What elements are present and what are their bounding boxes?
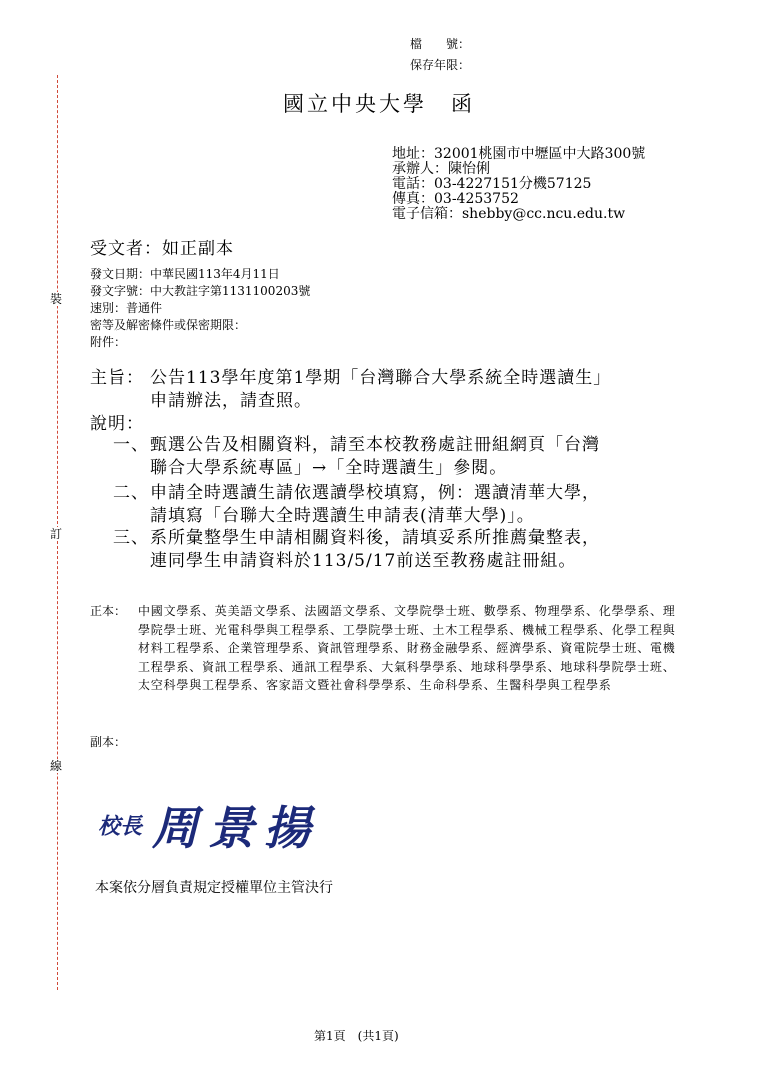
text-line: 甄選公告及相關資料，請至本校教務處註冊組網頁「台灣: [150, 435, 600, 455]
explanation-label: 說明：: [90, 414, 144, 434]
confidentiality: 密等及解密條件或保密期限：: [90, 318, 247, 332]
document-number: 發文字號：中大教註字第1131100203號: [90, 284, 311, 298]
subject: [150, 367, 611, 413]
fax: 傳真：03-4253752: [392, 191, 519, 207]
page-footer: 第1頁 (共1頁): [314, 1029, 399, 1043]
text-line: 連同學生申請資料於113/5/17前送至教務處註冊組。: [150, 551, 577, 571]
explanation-text: [150, 482, 600, 528]
file-number-label: 檔 號：: [410, 37, 471, 51]
original-recipients: [90, 602, 680, 695]
explanation-item: [113, 482, 149, 505]
subject-label: 主旨：: [90, 368, 144, 388]
explanation-item: [113, 527, 149, 550]
contact-block: [392, 147, 645, 222]
retention-label: 保存年限：: [410, 58, 471, 72]
signature-stamp: 校長 周景揚: [98, 801, 321, 855]
original-label: 正本：: [90, 604, 127, 618]
issue-date: 發文日期：中華民國113年4月11日: [90, 267, 280, 281]
text-line: 請填寫「台聯大全時選讀生申請表(清華大學)」。: [150, 506, 535, 526]
item-number: 一、: [113, 435, 149, 455]
speed: 速別：普通件: [90, 301, 163, 315]
copy-label: 副本：: [90, 735, 127, 749]
item-number: 二、: [113, 483, 149, 503]
binding-char: 訂: [50, 527, 63, 541]
attachment: 附件：: [90, 335, 127, 349]
delegation-note: 本案依分層負責規定授權單位主管決行: [95, 880, 333, 896]
explanation-item: [113, 434, 149, 457]
recipient: 受文者：如正副本: [90, 239, 234, 259]
email: 電子信箱：shebby@cc.ncu.edu.tw: [392, 206, 626, 222]
explanation-text: [150, 434, 600, 480]
binding-char: 線: [50, 759, 63, 773]
binding-char: 裝: [50, 292, 63, 306]
subject-line: 公告113學年度第1學期「台灣聯合大學系統全時選讀生」: [150, 368, 612, 388]
document-title: 國立中央大學 函: [283, 92, 475, 116]
original-list: 中國文學系、英美語文學系、法國語文學系、文學院學士班、數學系、物理學系、化學學系、理學院學士班、光電科學與工程學系、工學院學士班、土木工程學系、機械工程學系、化學工程與材料工程學系、企業管理學系、資訊管理學系、財務金融學系、經濟學系、資電院學士班、電機工程學系、資訊工程學系、通訊工程學系、大氣科學學系、地球科學學系、地球科學院學士班、太空科學與工程學系、客家語文暨社會科學學系、生命科學系、生醫科學與工程學系: [138, 604, 676, 693]
meta-block: [90, 266, 310, 351]
text-line: 申請全時選讀生請依選讀學校填寫，例：選讀清華大學，: [150, 483, 600, 503]
item-number: 三、: [113, 528, 149, 548]
subject-line: 申請辦法，請查照。: [150, 391, 312, 411]
phone: 電話：03-4227151分機57125: [392, 176, 592, 192]
text-line: 系所彙整學生申請相關資料後，請填妥系所推薦彙整表，: [150, 528, 600, 548]
explanation-text: [150, 527, 600, 573]
handler: 承辦人：陳怡俐: [392, 161, 490, 177]
address: 地址：32001桃園市中壢區中大路300號: [392, 146, 646, 162]
text-line: 聯合大學系統專區」→「全時選讀生」參閱。: [150, 458, 508, 478]
